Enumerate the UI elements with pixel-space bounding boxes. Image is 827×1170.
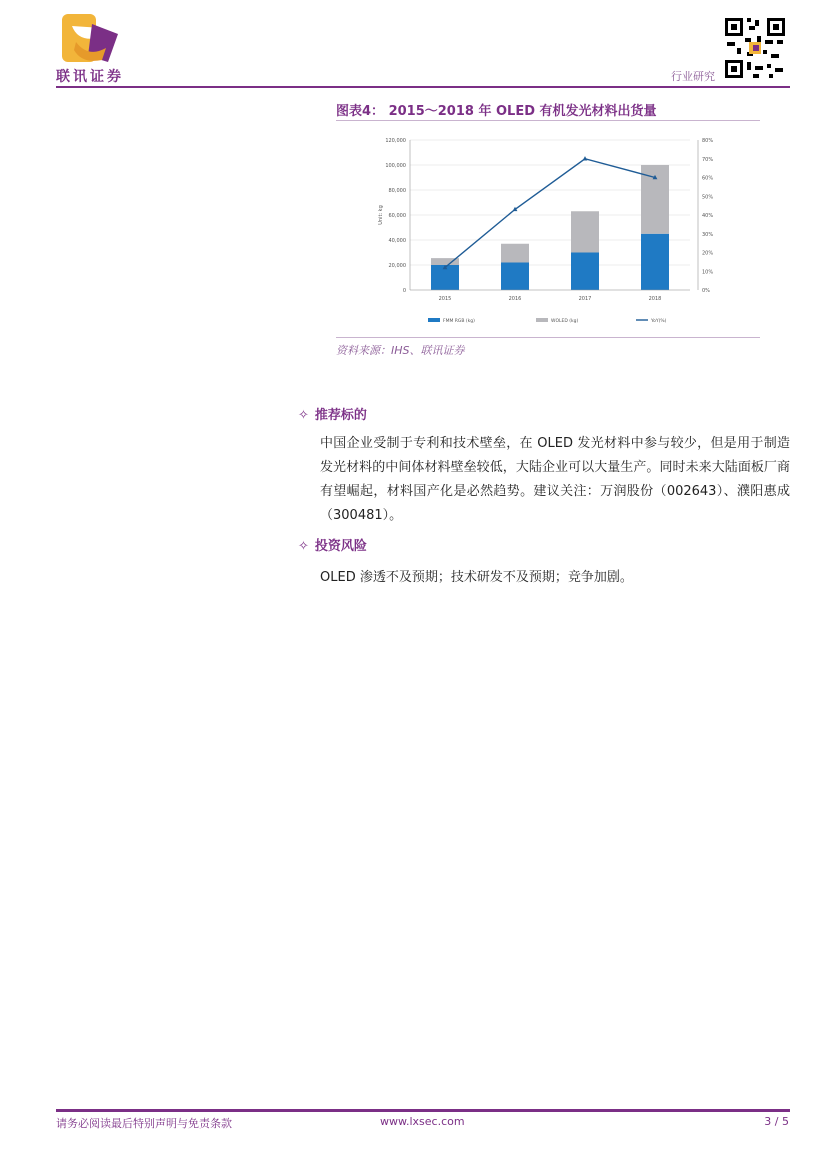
y2-tick-label: 80% bbox=[702, 138, 714, 144]
y-tick-label: 0 bbox=[402, 288, 406, 294]
bar-fmm-rgb bbox=[641, 234, 669, 290]
y2-tick-label: 10% bbox=[702, 269, 714, 276]
x-tick-label: 2016 bbox=[508, 296, 522, 302]
footer-disclaimer-link[interactable]: 请务必阅读最后特别声明与免责条款 bbox=[56, 1117, 232, 1130]
figure-rule-top bbox=[336, 120, 760, 121]
footer-website-link[interactable]: www.lxsec.com bbox=[380, 1115, 465, 1128]
logo-text: 联讯证券 bbox=[56, 69, 124, 85]
y-tick-label: 120,000 bbox=[385, 138, 406, 144]
x-tick-label: 2017 bbox=[578, 296, 592, 302]
y2-tick-label: 60% bbox=[702, 175, 714, 182]
y2-tick-label: 20% bbox=[702, 250, 714, 257]
footer-page-number: 3 / 5 bbox=[764, 1115, 789, 1128]
yoy-line bbox=[445, 159, 655, 268]
bar-woled bbox=[571, 211, 599, 252]
section-paragraph-risk: OLED 渗透不及预期；技术研发不及预期；竞争加剧。 bbox=[320, 570, 633, 585]
y-tick-label: 80,000 bbox=[388, 188, 406, 194]
section-paragraph-recommended: 中国企业受制于专利和技术壁垒，在 OLED 发光材料中参与较少，但是用于制造发光材料的中间体材料壁垒较低，大陆企业可以大量生产。同时未来大陆面板厂商有望崛起，材料国产化是必然趋势。建议关注：万润股份（002643）、濮阳惠成（300481）。 bbox=[320, 436, 790, 523]
figure-title: 图表4： 2015～2018 年 OLED 有机发光材料出货量 bbox=[336, 104, 657, 119]
diamond-bullet-icon: ✧ bbox=[298, 539, 309, 554]
y2-tick-label: 50% bbox=[702, 194, 714, 201]
y-tick-label: 60,000 bbox=[388, 213, 406, 219]
y-tick-label: 100,000 bbox=[385, 163, 406, 169]
bar-woled bbox=[501, 244, 529, 263]
bar-fmm-rgb bbox=[571, 253, 599, 291]
y2-tick-label: 0% bbox=[702, 288, 710, 294]
footer-rule bbox=[56, 1109, 790, 1112]
section-heading-recommended bbox=[298, 404, 367, 423]
figure-rule-bottom bbox=[336, 337, 760, 338]
y-tick-label: 40,000 bbox=[388, 238, 406, 244]
shipment-chart bbox=[360, 130, 730, 330]
bar-fmm-rgb bbox=[501, 263, 529, 291]
x-tick-label: 2015 bbox=[438, 296, 452, 302]
legend-swatch bbox=[536, 318, 548, 322]
company-logo bbox=[58, 12, 124, 66]
section-heading-risk bbox=[298, 535, 367, 554]
yoy-point bbox=[583, 156, 588, 160]
header-section-label: 行业研究 bbox=[671, 70, 715, 83]
y-axis-label: Unit: kg bbox=[378, 205, 384, 225]
y2-tick-label: 70% bbox=[702, 156, 714, 163]
legend-label: YoY(%) bbox=[651, 319, 667, 324]
figure-source: 资料来源：IHS、联讯证券 bbox=[336, 344, 465, 357]
y2-tick-label: 30% bbox=[702, 231, 714, 238]
x-tick-label: 2018 bbox=[648, 296, 662, 302]
section-title: 投资风险 bbox=[314, 539, 367, 554]
header-rule bbox=[56, 86, 790, 88]
diamond-bullet-icon: ✧ bbox=[298, 408, 309, 423]
legend-swatch bbox=[428, 318, 440, 322]
y-tick-label: 20,000 bbox=[388, 263, 406, 269]
legend-label: FMM RGB (kg) bbox=[443, 319, 475, 324]
qr-code-icon bbox=[723, 16, 787, 80]
legend-label: WOLED (kg) bbox=[551, 319, 579, 324]
section-title: 推荐标的 bbox=[314, 408, 367, 423]
y2-tick-label: 40% bbox=[702, 213, 714, 219]
